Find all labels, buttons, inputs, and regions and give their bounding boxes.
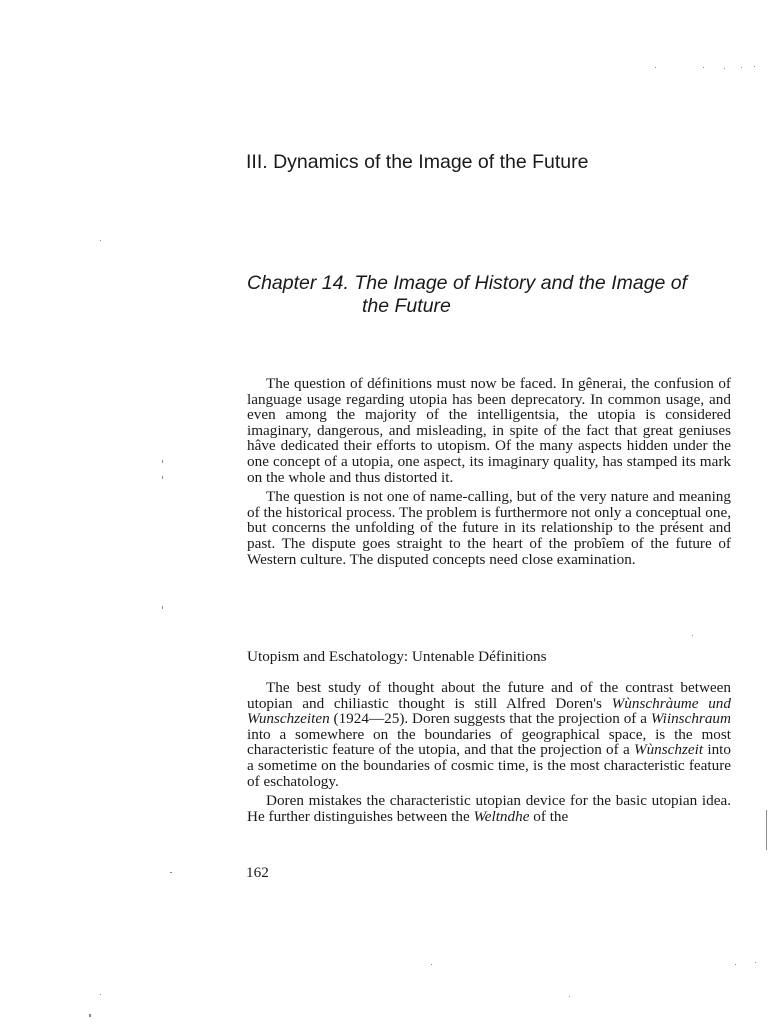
paragraph-4 xyxy=(247,793,731,824)
body-text-block-2 xyxy=(247,680,731,828)
paragraph-2: The question is not one of name-calling, but of the very nature and meaning of the historical process. The problem is furthermore not only a conceptual one, but concerns the unfolding of the future in its relationship to the présent and past. The dispute goes straight to the heart of the probîem of the future of Western culture. The disputed concepts need close examination. xyxy=(247,488,731,568)
scan-speck xyxy=(754,66,755,67)
paragraph-3-italic-1: Wùnschràume und Wunschzeiten xyxy=(247,694,731,728)
paragraph-4-text-2: of the xyxy=(529,807,569,825)
paragraph-3-text-1: The best study of thought about the future and of the contrast between utopian and chiliastic thought is still Alfred Doren's xyxy=(247,679,731,712)
scan-speck xyxy=(569,996,570,997)
paragraph-3-italic-2: Wiinschraum xyxy=(650,710,731,728)
scan-speck xyxy=(755,962,756,963)
chapter-title-line-2: the Future xyxy=(362,295,451,317)
paragraph-3 xyxy=(247,680,731,789)
paragraph-3-text-4: into a sometime on the boundaries of cosmic time, is the most characteristic feature of eschatology. xyxy=(247,741,731,790)
part-title: III. Dynamics of the Image of the Future xyxy=(246,151,589,173)
scan-speck xyxy=(100,240,101,241)
scan-speck xyxy=(162,476,163,479)
chapter-title-line-1: Chapter 14. The Image of History and the Image of xyxy=(247,272,688,294)
chapter-title xyxy=(247,272,747,318)
paragraph-1: The question of définitions must now be faced. In gênerai, the confusion of language usage regarding utopia has been deprecatory. In common usage, and even among the majority of the intelligentsia, the utopia is considered imaginary, dangerous, and misleading, in spite of the fact that great geniuses hâve dedicated their efforts to utopism. Of the many aspects hidden under the one concept of a utopia, one aspect, its imaginary quality, has stamped its mark on the whole and thus distorted it. xyxy=(247,375,731,486)
scan-speck xyxy=(741,67,742,68)
scan-speck xyxy=(724,68,725,69)
paragraph-3-italic-3: Wùnschzeit xyxy=(633,741,704,759)
paragraph-4-italic-1: Weltndhe xyxy=(473,807,530,825)
scan-speck xyxy=(766,810,767,850)
scan-speck xyxy=(692,635,693,636)
paragraph-3-text-3: into a somewhere on the boundaries of geographical space, is the most characteristic feature of the utopia, and that the projection of a xyxy=(247,725,731,759)
scan-speck xyxy=(703,67,704,68)
scan-speck xyxy=(162,606,163,609)
scan-speck xyxy=(735,964,736,965)
body-text-block-1 xyxy=(247,376,731,571)
page-number: 162 xyxy=(246,864,269,881)
scan-speck xyxy=(89,1014,91,1017)
scan-speck xyxy=(100,994,101,995)
scan-speck xyxy=(655,67,656,68)
section-heading: Utopism and Eschatology: Untenable Définitions xyxy=(247,648,547,665)
scan-speck xyxy=(431,964,432,965)
paragraph-4-text-1: Doren mistakes the characteristic utopian device for the basic utopian idea. He further distinguishes between the xyxy=(247,792,731,825)
paragraph-3-text-2: (1924—25). Doren suggests that the projection of a xyxy=(329,710,651,728)
scan-speck xyxy=(170,872,172,873)
scan-speck xyxy=(162,460,163,463)
